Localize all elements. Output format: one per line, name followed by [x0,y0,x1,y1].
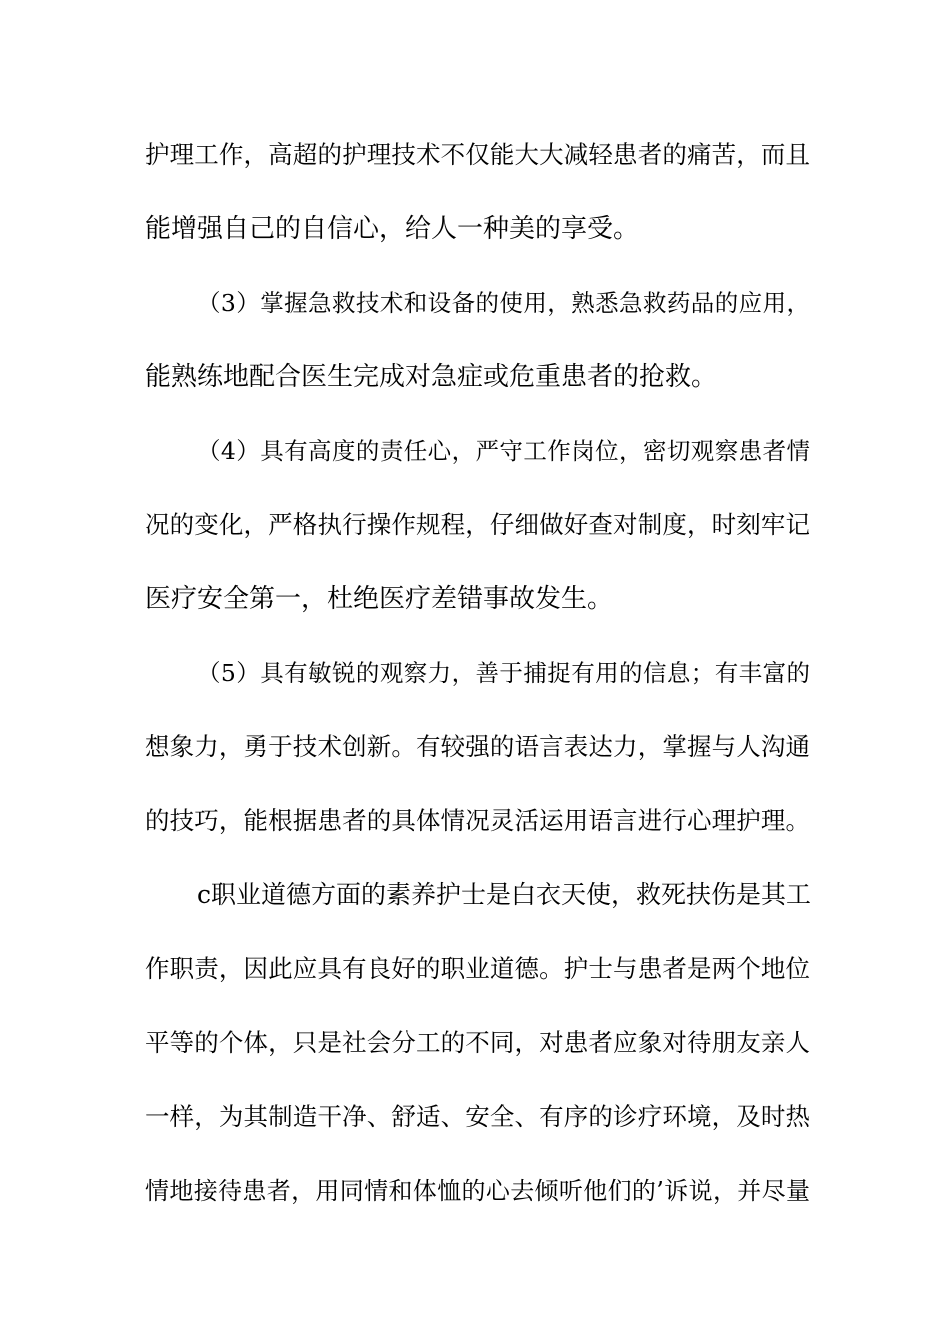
text-line: 想象力，勇于技术创新。有较强的语言表达力，掌握与人沟通 [145,732,810,761]
text-line: 情地接待患者，用同情和体恤的心去倾听他们的’诉说，并尽量 [145,1177,810,1205]
text-line: 的技巧，能根据患者的具体情况灵活运用语言进行心理护理。 [145,806,810,835]
text-line: c职业道德方面的素养护士是白衣天使，救死扶伤是其工 [197,880,812,909]
text-line: 一样，为其制造干净、舒适、安全、有序的诊疗环境，及时热 [145,1102,810,1131]
text-line: 护理工作，高超的护理技术不仅能大大减轻患者的痛苦，而且 [145,140,810,169]
text-line: 能熟练地配合医生完成对急症或危重患者的抢救。 [145,362,718,392]
text-line: 医疗安全第一，杜绝医疗差错事故发生。 [145,584,614,614]
text-line: （5）具有敏锐的观察力，善于捕捉有用的信息；有丰富的 [197,659,810,687]
text-line: （3）掌握急救技术和设备的使用，熟悉急救药品的应用， [197,289,810,317]
text-line: （4）具有高度的责任心，严守工作岗位，密切观察患者情 [197,437,810,465]
text-line: 能增强自己的自信心，给人一种美的享受。 [145,214,640,244]
text-line: 况的变化，严格执行操作规程，仔细做好查对制度，时刻牢记 [145,510,810,539]
text-line: 作职责，因此应具有良好的职业道德。护士与患者是两个地位 [145,954,810,983]
text-line: 平等的个体，只是社会分工的不同，对患者应象对待朋友亲人 [145,1028,810,1057]
